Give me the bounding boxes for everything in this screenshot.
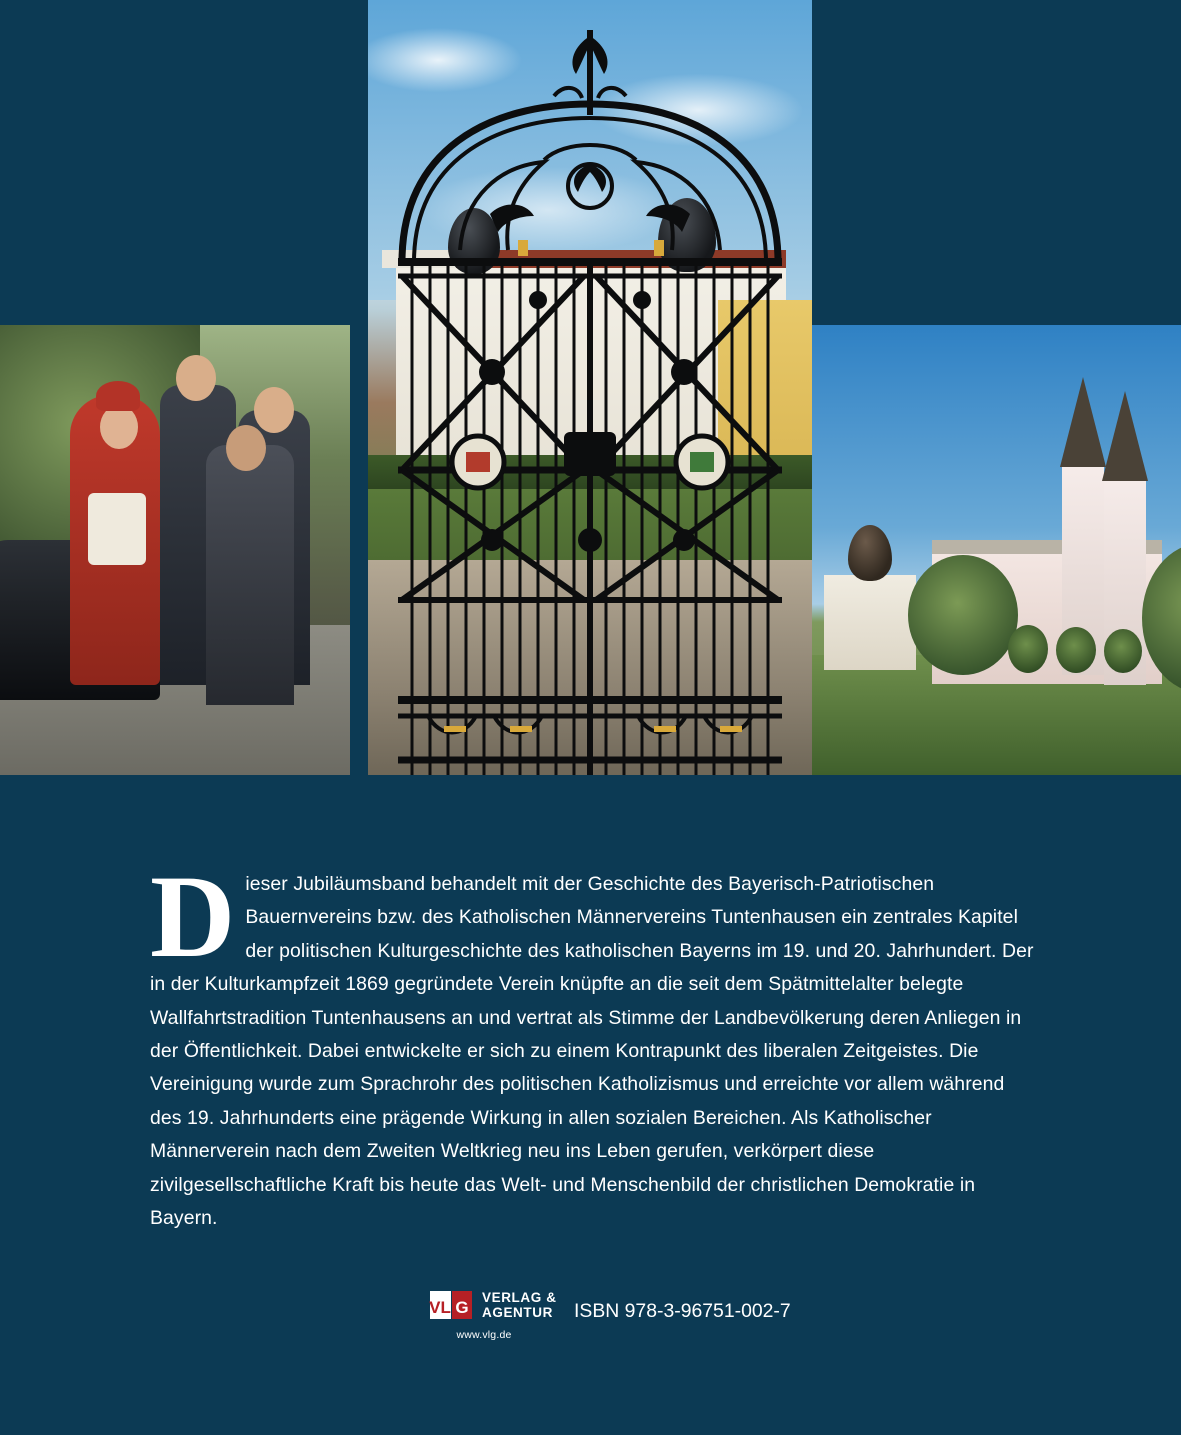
cardinal-face bbox=[100, 405, 138, 449]
svg-text:VL: VL bbox=[429, 1298, 451, 1317]
onion-dome bbox=[848, 525, 892, 581]
bush-2 bbox=[1056, 627, 1096, 673]
publisher-line-2: AGENTUR bbox=[482, 1305, 553, 1320]
man-3 bbox=[206, 445, 294, 705]
bush-1 bbox=[1008, 625, 1048, 673]
publisher-line-1: VERLAG & bbox=[482, 1290, 557, 1305]
drop-cap: D bbox=[150, 851, 236, 982]
publisher-name bbox=[482, 1290, 557, 1320]
blurb-body: ieser Jubiläumsband behandelt mit der Geschichte des Bayerisch-Patriotischen Bauernvereins bzw. des Katholischen Männervereins Tuntenhausen ein zentrales Kapitel der politischen Kulturgeschichte des katholischen Bayerns im 19. und 20. Jahrhundert. Der in der Kulturkampfzeit 1869 gegründete Verein knüpfte an die seit dem Spätmittelalter belegte Wallfahrtstradition Tuntenhausens an und vertrat als Stimme der Landbevölkerung deren Anliegen in der Öffentlichkeit. Dabei entwickelte er sich zu einem Kontrapunkt des liberalen Zeitgeistes. Die Vereinigung wurde zum Sprachrohr des politischen Katholizismus und erreichte vor allem während des 19. Jahrhunderts eine prägende Wirkung in allen sozialen Bereichen. Als Katholischer Männerverein nach dem Zweiten Weltkrieg neu ins Leben gerufen, verkörpert diese zivilgesellschaftliche Kraft bis heute das Welt- und Menschenbild der christlichen Demokratie in Bayern. bbox=[150, 873, 1034, 1230]
footer bbox=[0, 1288, 1181, 1358]
photo-church bbox=[812, 325, 1181, 775]
spire-right bbox=[1102, 391, 1148, 481]
photo-gate bbox=[368, 0, 812, 775]
wrought-iron-gate-icon bbox=[368, 0, 812, 775]
photo-cardinal bbox=[0, 325, 350, 775]
svg-text:G: G bbox=[455, 1298, 469, 1317]
vlg-logo-icon bbox=[428, 1288, 474, 1322]
spire-left bbox=[1060, 377, 1106, 467]
isbn-number: ISBN 978-3-96751-002-7 bbox=[574, 1300, 791, 1322]
head-2 bbox=[254, 387, 294, 433]
tree-left bbox=[908, 555, 1018, 675]
head-1 bbox=[176, 355, 216, 401]
publisher-logo[interactable] bbox=[428, 1288, 557, 1322]
blurb-text bbox=[150, 851, 1034, 1235]
head-3 bbox=[226, 425, 266, 471]
cardinal-cap bbox=[96, 381, 140, 411]
chapel bbox=[824, 575, 916, 670]
bush-3 bbox=[1104, 629, 1142, 673]
publisher-website[interactable]: www.vlg.de bbox=[456, 1329, 512, 1341]
cardinal-rochet bbox=[88, 493, 146, 565]
